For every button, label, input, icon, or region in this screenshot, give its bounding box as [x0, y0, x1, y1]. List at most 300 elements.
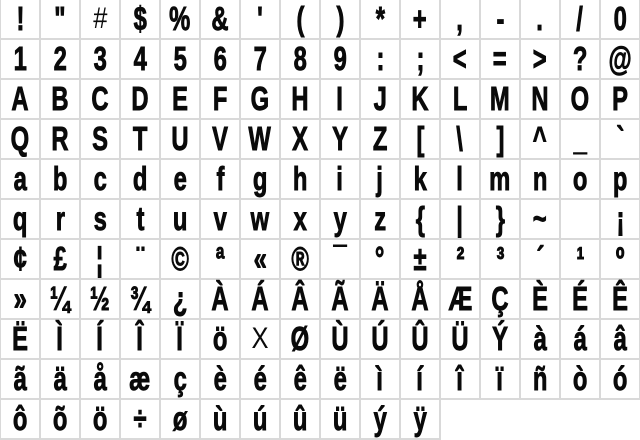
- glyph-row: [1, 80, 640, 120]
- glyph: ø: [172, 400, 188, 437]
- glyph-cell[interactable]: [161, 120, 201, 160]
- glyph-cell[interactable]: [81, 80, 121, 120]
- glyph: ²: [456, 240, 464, 277]
- glyph-cell[interactable]: [161, 160, 201, 200]
- glyph-cell[interactable]: [561, 240, 601, 280]
- glyph-cell[interactable]: [201, 360, 241, 400]
- glyph-cell[interactable]: [601, 120, 640, 160]
- glyph-cell[interactable]: [1, 120, 41, 160]
- glyph-cell[interactable]: [201, 0, 241, 40]
- glyph: à: [533, 320, 547, 357]
- glyph: á: [573, 320, 587, 357]
- glyph-cell[interactable]: [41, 0, 81, 40]
- glyph: p: [612, 160, 628, 197]
- glyph-cell[interactable]: [81, 0, 121, 40]
- glyph-cell[interactable]: [121, 120, 161, 160]
- glyph: >: [533, 40, 547, 77]
- glyph: ã: [13, 360, 27, 397]
- glyph-cell[interactable]: [361, 40, 401, 80]
- glyph: ³: [496, 240, 504, 277]
- glyph: `: [616, 120, 624, 157]
- glyph-cell[interactable]: [121, 200, 161, 240]
- glyph: e: [173, 160, 187, 197]
- glyph-cell[interactable]: [361, 200, 401, 240]
- glyph-cell[interactable]: [41, 40, 81, 80]
- glyph: ©: [171, 240, 189, 277]
- glyph-cell[interactable]: [241, 120, 281, 160]
- glyph: P: [612, 80, 628, 117]
- glyph-cell[interactable]: [401, 160, 441, 200]
- glyph-cell[interactable]: [481, 360, 521, 400]
- glyph-cell[interactable]: [561, 40, 601, 80]
- glyph-cell[interactable]: [81, 160, 121, 200]
- glyph-cell[interactable]: [241, 40, 281, 80]
- glyph-cell[interactable]: [481, 40, 521, 80]
- glyph-cell[interactable]: [601, 280, 640, 320]
- glyph-cell[interactable]: [321, 120, 361, 160]
- glyph-cell[interactable]: [1, 240, 41, 280]
- glyph-cell[interactable]: [601, 360, 640, 400]
- glyph: ¼: [50, 280, 70, 317]
- glyph: =: [493, 40, 507, 77]
- glyph-cell[interactable]: [281, 160, 321, 200]
- glyph-cell[interactable]: [441, 0, 481, 40]
- glyph: ¹: [576, 240, 584, 277]
- glyph: A: [11, 80, 29, 117]
- glyph-cell[interactable]: [561, 280, 601, 320]
- glyph-cell[interactable]: [321, 400, 361, 440]
- glyph: 8: [293, 40, 307, 77]
- glyph-cell[interactable]: [281, 80, 321, 120]
- glyph-cell[interactable]: [321, 360, 361, 400]
- glyph: &: [211, 0, 229, 37]
- glyph-row: [1, 200, 640, 240]
- glyph: 5: [173, 40, 187, 77]
- glyph-cell[interactable]: [441, 240, 481, 280]
- glyph: \: [456, 120, 464, 157]
- glyph-cell[interactable]: [521, 240, 561, 280]
- glyph: ö: [212, 320, 228, 357]
- glyph-cell[interactable]: [361, 0, 401, 40]
- glyph-cell[interactable]: [81, 240, 121, 280]
- glyph: 4: [133, 40, 147, 77]
- glyph-cell[interactable]: [121, 360, 161, 400]
- glyph-cell[interactable]: [241, 80, 281, 120]
- glyph: È: [532, 280, 548, 317]
- glyph: O: [570, 80, 590, 117]
- glyph-cell[interactable]: [441, 280, 481, 320]
- glyph: Ý: [492, 320, 508, 357]
- glyph: ): [336, 0, 344, 37]
- glyph: ª: [215, 240, 225, 277]
- glyph: i: [336, 160, 344, 197]
- glyph-cell[interactable]: [281, 400, 321, 440]
- glyph: M: [490, 80, 510, 117]
- glyph: 3: [93, 40, 107, 77]
- glyph-cell[interactable]: [441, 160, 481, 200]
- glyph: ý: [373, 400, 387, 437]
- glyph: £: [53, 240, 67, 277]
- glyph: -: [496, 0, 504, 37]
- glyph-cell[interactable]: [521, 280, 561, 320]
- glyph-cell[interactable]: [441, 320, 481, 360]
- glyph: w: [250, 200, 270, 237]
- glyph: ¾: [130, 280, 150, 317]
- glyph: ^: [533, 120, 547, 157]
- glyph-cell[interactable]: [321, 160, 361, 200]
- glyph-cell[interactable]: [121, 400, 161, 440]
- glyph-cell[interactable]: [561, 120, 601, 160]
- glyph-cell[interactable]: [561, 360, 601, 400]
- glyph: ä: [53, 360, 67, 397]
- glyph: E: [172, 80, 188, 117]
- glyph-cell[interactable]: [601, 0, 640, 40]
- glyph-cell[interactable]: [121, 40, 161, 80]
- glyph-cell[interactable]: [441, 80, 481, 120]
- glyph: [: [416, 120, 424, 157]
- glyph: o: [572, 160, 588, 197]
- glyph-cell[interactable]: [241, 280, 281, 320]
- glyph: û: [292, 400, 308, 437]
- glyph-cell[interactable]: [361, 360, 401, 400]
- glyph-cell[interactable]: [81, 200, 121, 240]
- glyph-cell[interactable]: [481, 80, 521, 120]
- glyph-cell[interactable]: [201, 40, 241, 80]
- glyph: ~: [533, 200, 547, 237]
- glyph: 9: [333, 40, 347, 77]
- glyph: @: [608, 40, 632, 77]
- glyph-cell[interactable]: [441, 200, 481, 240]
- glyph-cell[interactable]: [81, 360, 121, 400]
- glyph-cell[interactable]: [201, 280, 241, 320]
- glyph: 7: [253, 40, 267, 77]
- glyph: É: [572, 280, 588, 317]
- glyph-cell[interactable]: [201, 200, 241, 240]
- glyph-cell[interactable]: [521, 200, 561, 240]
- glyph-cell[interactable]: [321, 320, 361, 360]
- glyph-cell[interactable]: [281, 280, 321, 320]
- glyph-cell[interactable]: [1, 280, 41, 320]
- glyph-cell[interactable]: [281, 320, 321, 360]
- glyph-cell[interactable]: [561, 160, 601, 200]
- glyph-cell[interactable]: [41, 320, 81, 360]
- glyph: ô: [12, 400, 28, 437]
- empty-glyph-cell[interactable]: [561, 200, 601, 240]
- glyph-cell[interactable]: [361, 160, 401, 200]
- glyph-cell[interactable]: [121, 280, 161, 320]
- glyph: ¯: [333, 240, 347, 277]
- glyph: L: [452, 80, 468, 117]
- glyph-cell[interactable]: [281, 40, 321, 80]
- glyph: y: [333, 200, 347, 237]
- glyph-cell[interactable]: [401, 120, 441, 160]
- glyph-cell[interactable]: [401, 240, 441, 280]
- glyph: 1: [13, 40, 27, 77]
- glyph: f: [216, 160, 224, 197]
- glyph-cell[interactable]: [321, 80, 361, 120]
- glyph: Ë: [12, 320, 28, 357]
- glyph-cell[interactable]: [241, 240, 281, 280]
- glyph-cell[interactable]: [161, 320, 201, 360]
- glyph: ±: [413, 240, 427, 277]
- glyph: À: [211, 280, 229, 317]
- glyph-cell[interactable]: [241, 360, 281, 400]
- glyph-cell[interactable]: [241, 320, 281, 360]
- glyph-cell[interactable]: [321, 200, 361, 240]
- glyph: G: [250, 80, 270, 117]
- glyph: 0: [613, 0, 627, 37]
- glyph: æ: [129, 360, 151, 397]
- glyph-cell[interactable]: [521, 40, 561, 80]
- glyph-cell[interactable]: [121, 160, 161, 200]
- glyph-cell[interactable]: [241, 400, 281, 440]
- glyph-cell[interactable]: [81, 120, 121, 160]
- glyph-cell[interactable]: [481, 200, 521, 240]
- glyph: Ï: [176, 320, 184, 357]
- glyph: X: [251, 322, 269, 355]
- glyph-cell[interactable]: [81, 320, 121, 360]
- glyph: t: [136, 200, 144, 237]
- glyph-cell[interactable]: [481, 280, 521, 320]
- glyph: R: [51, 120, 69, 157]
- glyph: ÿ: [413, 400, 427, 437]
- glyph: ñ: [532, 360, 548, 397]
- glyph-cell[interactable]: [41, 400, 81, 440]
- glyph-cell[interactable]: [401, 40, 441, 80]
- glyph: ]: [496, 120, 504, 157]
- glyph-cell[interactable]: [41, 160, 81, 200]
- glyph: ´: [536, 240, 544, 277]
- glyph-cell[interactable]: [241, 200, 281, 240]
- glyph-cell[interactable]: [1, 0, 41, 40]
- glyph-cell[interactable]: [561, 0, 601, 40]
- glyph-cell[interactable]: [1, 160, 41, 200]
- glyph-cell[interactable]: [161, 200, 201, 240]
- glyph: K: [411, 80, 429, 117]
- glyph-cell[interactable]: [481, 0, 521, 40]
- glyph: a: [13, 160, 27, 197]
- glyph-cell[interactable]: [241, 0, 281, 40]
- glyph-cell[interactable]: [521, 80, 561, 120]
- glyph-cell[interactable]: [361, 80, 401, 120]
- glyph-cell[interactable]: [401, 200, 441, 240]
- glyph: C: [91, 80, 109, 117]
- glyph-cell[interactable]: [521, 360, 561, 400]
- glyph: /: [576, 0, 584, 37]
- glyph-cell[interactable]: [481, 120, 521, 160]
- glyph-row: [1, 240, 640, 280]
- glyph-cell[interactable]: [41, 280, 81, 320]
- glyph: ?: [572, 40, 588, 77]
- glyph: «: [253, 240, 267, 277]
- glyph: ¨: [136, 240, 144, 277]
- glyph-cell[interactable]: [281, 200, 321, 240]
- glyph-cell[interactable]: [481, 160, 521, 200]
- glyph-cell[interactable]: [401, 0, 441, 40]
- glyph-row: [1, 0, 640, 40]
- glyph-cell[interactable]: [1, 40, 41, 80]
- glyph-cell[interactable]: [401, 280, 441, 320]
- glyph-cell[interactable]: [1, 200, 41, 240]
- glyph: .: [536, 0, 544, 37]
- glyph-cell[interactable]: [1, 360, 41, 400]
- glyph: B: [51, 80, 69, 117]
- glyph-cell[interactable]: [481, 240, 521, 280]
- glyph: ;: [416, 40, 424, 77]
- glyph: |: [456, 200, 464, 237]
- glyph-cell[interactable]: [121, 320, 161, 360]
- glyph-cell[interactable]: [121, 240, 161, 280]
- glyph-cell[interactable]: [321, 280, 361, 320]
- glyph: Û: [411, 320, 429, 357]
- glyph-cell[interactable]: [441, 120, 481, 160]
- glyph-cell[interactable]: [281, 360, 321, 400]
- glyph: ®: [291, 240, 309, 277]
- glyph: _: [573, 120, 587, 157]
- glyph-cell[interactable]: [161, 240, 201, 280]
- glyph: ,: [456, 0, 464, 37]
- glyph-cell[interactable]: [601, 320, 640, 360]
- glyph-cell[interactable]: [281, 240, 321, 280]
- glyph: $: [133, 0, 147, 37]
- glyph-cell[interactable]: [161, 40, 201, 80]
- glyph-cell[interactable]: [441, 40, 481, 80]
- glyph: k: [413, 160, 427, 197]
- glyph-cell[interactable]: [201, 80, 241, 120]
- glyph: õ: [52, 400, 68, 437]
- glyph-cell[interactable]: [321, 40, 361, 80]
- glyph: Ü: [451, 320, 469, 357]
- glyph-cell[interactable]: [361, 240, 401, 280]
- glyph: J: [373, 80, 387, 117]
- glyph: ù: [212, 400, 228, 437]
- glyph: ½: [90, 280, 110, 317]
- glyph-cell[interactable]: [361, 280, 401, 320]
- glyph-cell[interactable]: [521, 0, 561, 40]
- glyph-cell[interactable]: [121, 80, 161, 120]
- glyph: °: [375, 240, 385, 277]
- glyph-cell[interactable]: [201, 240, 241, 280]
- glyph-cell[interactable]: [241, 160, 281, 200]
- glyph: Å: [411, 280, 429, 317]
- glyph-cell[interactable]: [521, 160, 561, 200]
- glyph: ÷: [133, 400, 147, 437]
- glyph-cell[interactable]: [201, 400, 241, 440]
- glyph: Ê: [612, 280, 628, 317]
- glyph: ¿: [172, 280, 188, 317]
- glyph: g: [252, 160, 268, 197]
- glyph-cell[interactable]: [161, 80, 201, 120]
- glyph-cell[interactable]: [161, 280, 201, 320]
- glyph-cell[interactable]: [201, 120, 241, 160]
- glyph: é: [253, 360, 267, 397]
- glyph-cell[interactable]: [521, 120, 561, 160]
- glyph-cell[interactable]: [281, 0, 321, 40]
- glyph-cell[interactable]: [601, 160, 640, 200]
- glyph: ": [54, 0, 66, 37]
- glyph-cell[interactable]: [161, 0, 201, 40]
- glyph-cell[interactable]: [81, 280, 121, 320]
- glyph: +: [413, 0, 427, 37]
- glyph: m: [489, 160, 511, 197]
- glyph-cell[interactable]: [601, 80, 640, 120]
- glyph: Ì: [56, 320, 64, 357]
- glyph-cell[interactable]: [561, 320, 601, 360]
- glyph-cell[interactable]: [561, 80, 601, 120]
- glyph-cell[interactable]: [41, 240, 81, 280]
- glyph-cell[interactable]: [161, 400, 201, 440]
- glyph: Â: [291, 280, 309, 317]
- glyph-cell[interactable]: [201, 160, 241, 200]
- glyph-cell[interactable]: [321, 0, 361, 40]
- glyph-row: [1, 40, 640, 80]
- glyph: Q: [10, 120, 30, 157]
- glyph-cell[interactable]: [401, 80, 441, 120]
- glyph-cell[interactable]: [1, 80, 41, 120]
- glyph-cell[interactable]: [401, 360, 441, 400]
- glyph: ó: [612, 360, 628, 397]
- glyph-cell[interactable]: [121, 0, 161, 40]
- glyph-cell[interactable]: [161, 360, 201, 400]
- glyph-row: [1, 280, 640, 320]
- glyph-cell[interactable]: [481, 320, 521, 360]
- glyph: r: [55, 200, 65, 237]
- glyph-cell[interactable]: [601, 40, 640, 80]
- glyph-cell[interactable]: [1, 320, 41, 360]
- glyph-cell[interactable]: [361, 400, 401, 440]
- glyph-cell[interactable]: [401, 400, 441, 440]
- glyph-cell[interactable]: [1, 400, 41, 440]
- glyph-cell[interactable]: [81, 40, 121, 80]
- glyph-cell[interactable]: [441, 360, 481, 400]
- glyph: X: [292, 120, 308, 157]
- glyph-cell[interactable]: [41, 200, 81, 240]
- glyph-cell[interactable]: [521, 320, 561, 360]
- glyph-cell[interactable]: [41, 80, 81, 120]
- glyph: d: [132, 160, 148, 197]
- glyph: ê: [293, 360, 307, 397]
- glyph-cell[interactable]: [41, 360, 81, 400]
- glyph-cell[interactable]: [201, 320, 241, 360]
- glyph: Ø: [290, 320, 310, 357]
- glyph: ï: [496, 360, 504, 397]
- glyph-cell[interactable]: [361, 120, 401, 160]
- glyph: 2: [53, 40, 67, 77]
- glyph-cell[interactable]: [601, 200, 640, 240]
- glyph: u: [172, 200, 188, 237]
- glyph: %: [169, 0, 191, 37]
- glyph: s: [93, 200, 107, 237]
- glyph: Ú: [371, 320, 389, 357]
- glyph: ¢: [13, 240, 27, 277]
- glyph: b: [52, 160, 68, 197]
- glyph: î: [456, 360, 464, 397]
- glyph: h: [292, 160, 308, 197]
- glyph: }: [495, 200, 505, 237]
- glyph-cell[interactable]: [401, 320, 441, 360]
- glyph: j: [376, 160, 384, 197]
- glyph: â: [613, 320, 627, 357]
- glyph: ú: [252, 400, 268, 437]
- glyph-cell[interactable]: [321, 240, 361, 280]
- glyph-cell[interactable]: [281, 120, 321, 160]
- glyph: U: [171, 120, 189, 157]
- glyph-cell[interactable]: [361, 320, 401, 360]
- glyph-cell[interactable]: [81, 400, 121, 440]
- glyph-cell[interactable]: [41, 120, 81, 160]
- glyph-cell[interactable]: [601, 240, 640, 280]
- glyph: Y: [332, 120, 348, 157]
